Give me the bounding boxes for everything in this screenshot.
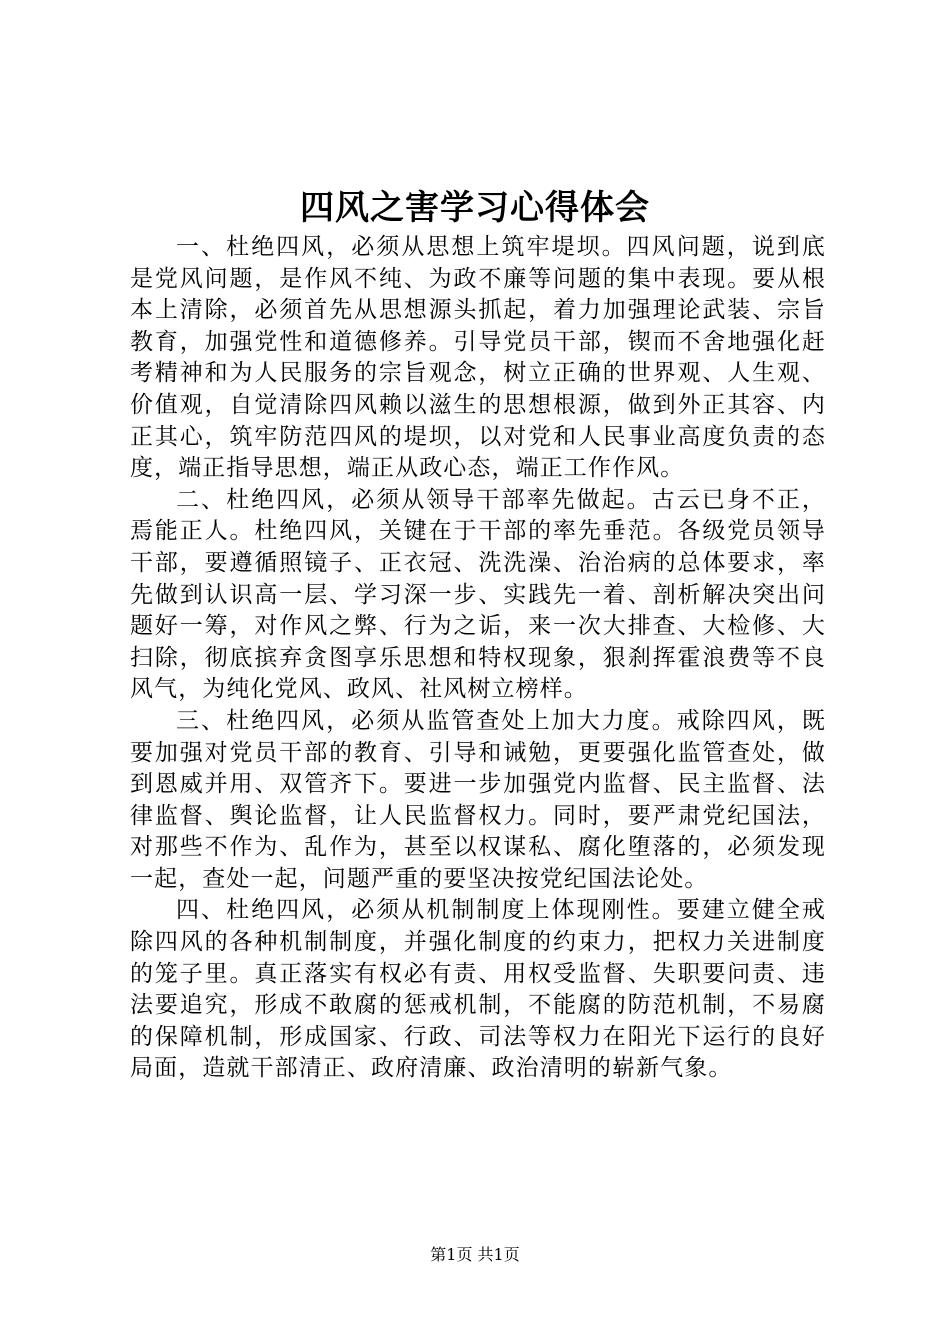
document-body	[130, 232, 826, 1085]
document-title: 四风之害学习心得体会	[300, 188, 650, 228]
paragraph-3: 三、杜绝四风，必须从监管查处上加大力度。戒除四风，既要加强对党员干部的教育、引导和诫勉，更要强化监管查处，做到恩威并用、双管齐下。要进一步加强党内监督、民主监督、法律监督、舆论监督，让人民监督权力。同时，要严肃党纪国法，对那些不作为、乱作为，甚至以权谋私、腐化堕落的，必须发现一起，查处一起，问题严重的要坚决按党纪国法论处。	[130, 707, 826, 892]
paragraph-2: 二、杜绝四风，必须从领导干部率先做起。古云已身不正，焉能正人。杜绝四风，关键在于干部的率先垂范。各级党员领导干部，要遵循照镜子、正衣冠、洗洗澡、治治病的总体要求，率先做到认识高一层、学习深一步、实践先一着、剖析解决突出问题好一筹，对作风之弊、行为之诟，来一次大排查、大检修、大扫除，彻底摈弃贪图享乐思想和特权现象，狠刹挥霍浪费等不良风气，为纯化党风、政风、社风树立榜样。	[130, 486, 826, 703]
paragraph-1: 一、杜绝四风，必须从思想上筑牢堤坝。四风问题，说到底是党风问题，是作风不纯、为政不廉等问题的集中表现。要从根本上清除，必须首先从思想源头抓起，着力加强理论武装、宗旨教育，加强党性和道德修养。引导党员干部，锲而不舍地强化赶考精神和为人民服务的宗旨观念，树立正确的世界观、人生观、价值观，自觉清除四风赖以滋生的思想根源，做到外正其容、内正其心，筑牢防范四风的堤坝，以对党和人民事业高度负责的态度，端正指导思想，端正从政心态，端正工作作风。	[130, 234, 826, 482]
page-number-footer: 第1页 共1页	[430, 1245, 520, 1264]
paragraph-4: 四、杜绝四风，必须从机制制度上体现刚性。要建立健全戒除四风的各种机制制度，并强化制度的约束力，把权力关进制度的笼子里。真正落实有权必有责、用权受监督、失职要问责、违法要追究，形成不敢腐的惩戒机制，不能腐的防范机制，不易腐的保障机制，形成国家、行政、司法等权力在阳光下运行的良好局面，造就干部清正、政府清廉、政治清明的崭新气象。	[130, 897, 826, 1082]
